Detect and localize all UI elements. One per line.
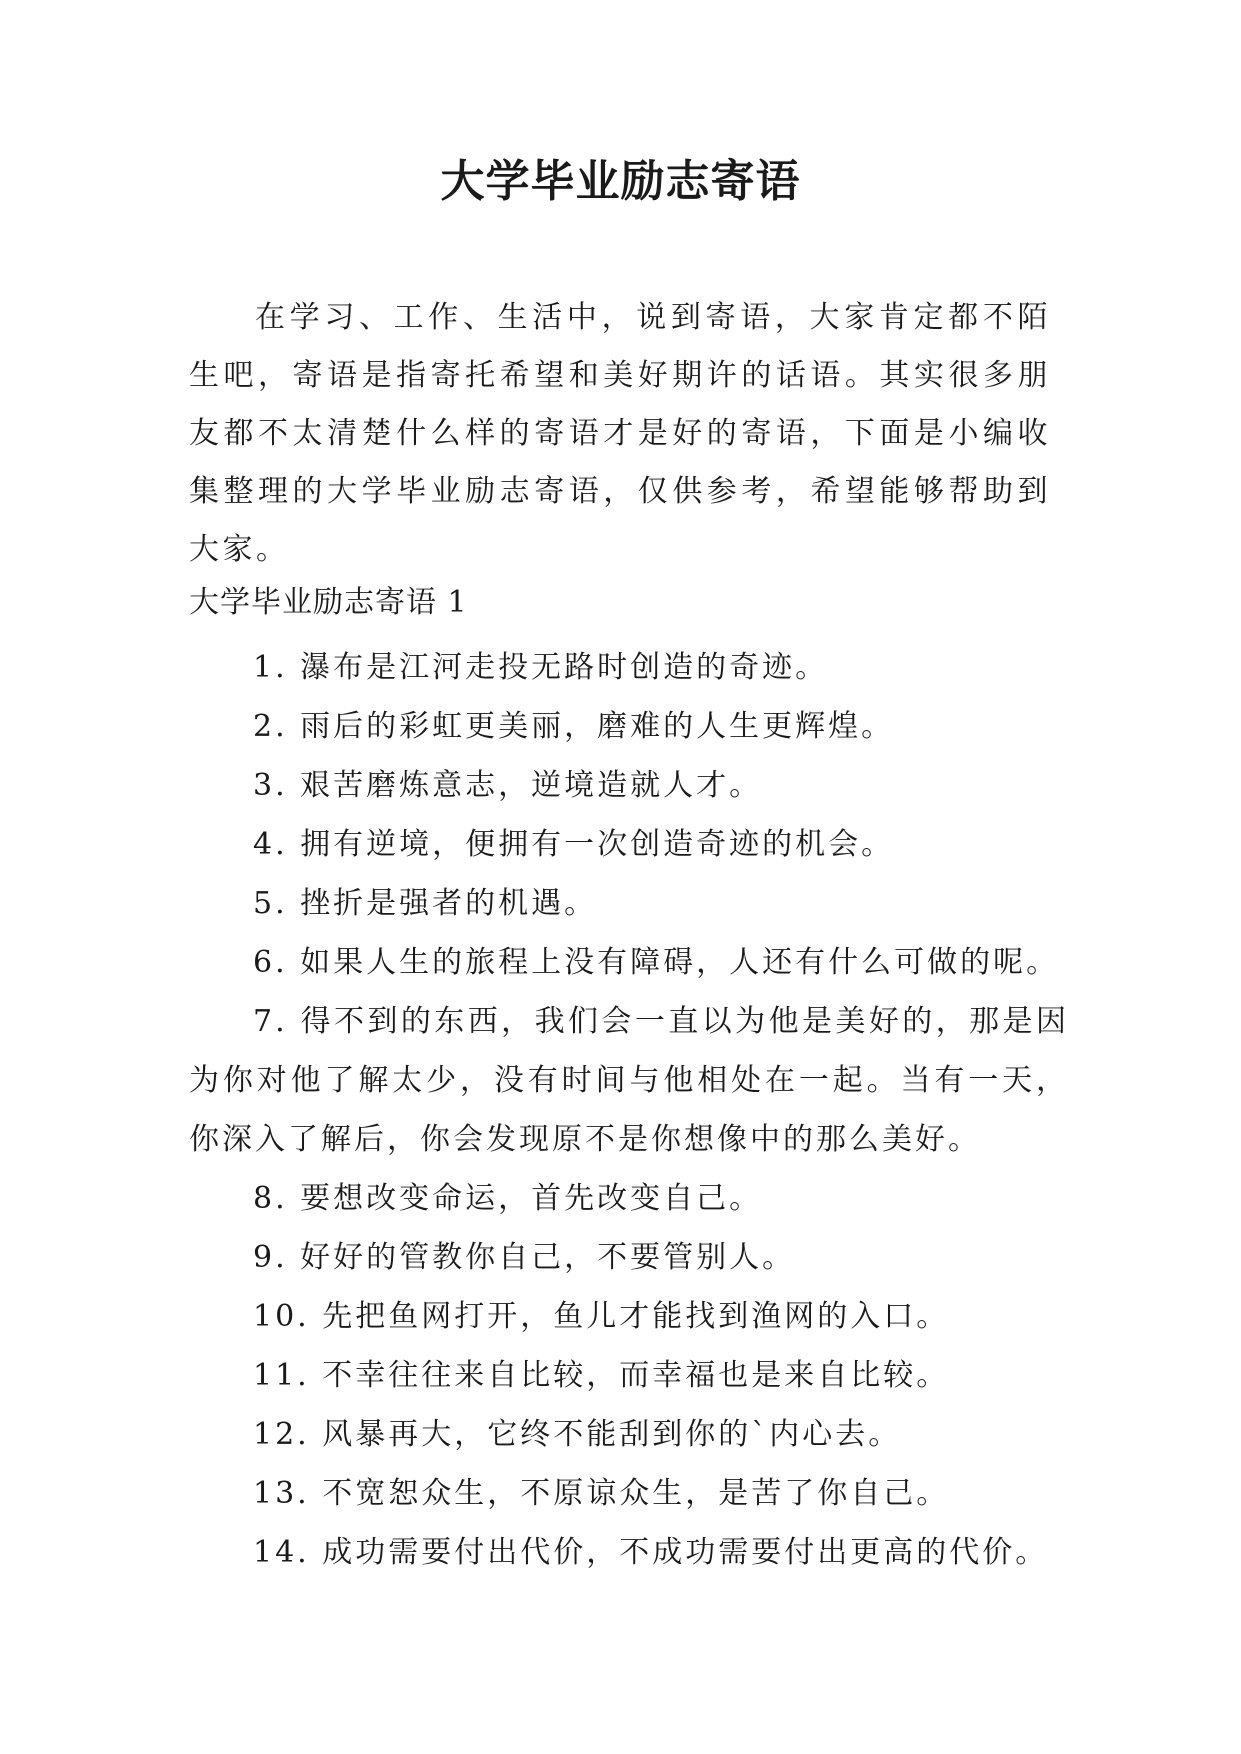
list-item: 5. 挫折是强者的机遇。 [253,886,598,921]
list-item: 1. 瀑布是江河走投无路时创造的奇迹。 [253,650,829,685]
list-item: 12. 风暴再大，它终不能刮到你的`内心去。 [253,1417,902,1452]
intro-paragraph: 在学习、工作、生活中，说到寄语，大家肯定都不陌生吧，寄语是指寄托希望和美好期许的话语。其实很多朋友都不太清楚什么样的寄语才是好的寄语，下面是小编收集整理的大学毕业励志寄语，仅供参考，希望能够帮助到大家。 [189,300,1051,567]
list-item: 6. 如果人生的旅程上没有障碍，人还有什么可做的呢。 [253,945,1060,980]
list-item: 8. 要想改变命运，首先改变自己。 [253,1181,763,1216]
list-item: 3. 艰苦磨炼意志，逆境造就人才。 [253,768,763,803]
list-item: 14. 成功需要付出代价，不成功需要付出更高的代价。 [253,1535,1049,1570]
section-heading: 大学毕业励志寄语 1 [189,585,468,620]
list-item: 9. 好好的管教你自己，不要管别人。 [253,1240,796,1275]
list-item: 4. 拥有逆境，便拥有一次创造奇迹的机会。 [253,827,895,862]
quote-list [189,638,1069,1582]
list-item: 2. 雨后的彩虹更美丽，磨难的人生更辉煌。 [253,709,895,744]
list-item: 13. 不宽恕众生，不原谅众生，是苦了你自己。 [253,1476,950,1511]
document-title: 大学毕业励志寄语 [440,156,801,207]
list-item: 7. 得不到的东西，我们会一直以为他是美好的，那是因为你对他了解太少，没有时间与他相处在一起。当有一天，你深入了解后，你会发现原不是你想像中的那么美好。 [189,1004,1069,1157]
list-item: 11. 不幸往往来自比较，而幸福也是来自比较。 [253,1358,950,1393]
list-item: 10. 先把鱼网打开，鱼儿才能找到渔网的入口。 [253,1299,950,1334]
